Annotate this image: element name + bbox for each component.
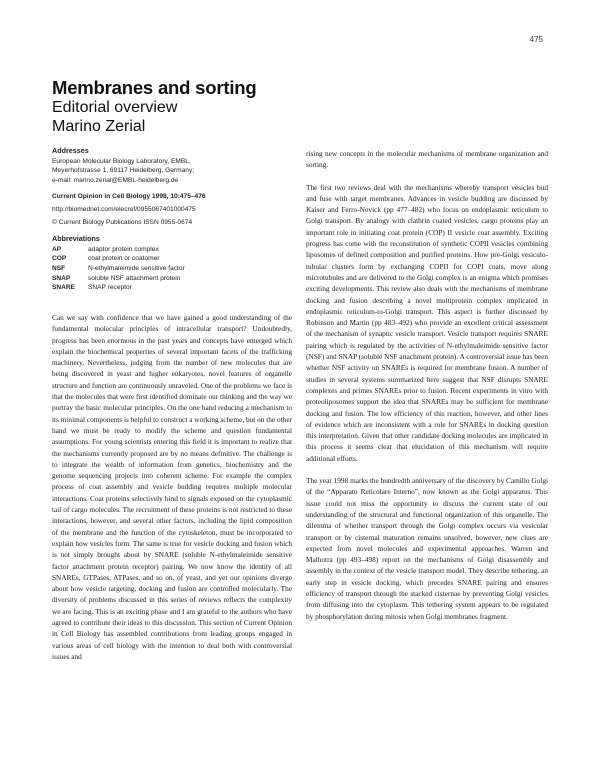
abbreviation-value: N-ethylmaleimide sensitive factor — [88, 264, 185, 272]
left-column-body — [52, 312, 292, 662]
abbreviation-value: adaptor protein complex — [88, 245, 159, 253]
email-line: e-mail: marino.zerial@EMBL-heidelberg.de — [52, 176, 179, 184]
abbreviation-value: SNAP receptor — [88, 284, 132, 292]
abbreviations-heading: Abbreviations — [52, 234, 100, 244]
article-url[interactable]: http://biomednet.com/elecref/0955067401000475 — [52, 205, 196, 213]
address-line: Meyerhofstrasse 1, 69117 Heidelberg, Germany; — [52, 167, 195, 175]
abbreviation-row — [52, 274, 292, 284]
addresses-heading: Addresses — [52, 146, 89, 155]
abbreviation-key: COP — [52, 255, 67, 263]
right-column-body — [306, 148, 548, 622]
page-number: 475 — [529, 35, 543, 44]
article-metadata — [52, 146, 292, 293]
abbreviation-key: SNAP — [52, 274, 71, 282]
abbreviation-key: SNARE — [52, 284, 76, 292]
abbreviation-row — [52, 245, 292, 255]
article-title: Membranes and sorting — [52, 77, 257, 98]
body-paragraph: rising new concepts in the molecular mechanisms of membrane organization and sorting. — [306, 149, 548, 170]
body-paragraph: The year 1998 marks the hundredth anniversary of the discovery by Camillo Golgi of the “Apparato Reticolare Interno”, now known as the Golgi apparatus. This issue could not miss the opportunity to discuss the current state of our understanding of the structural and functional organization of this organelle. The dilemma of whether transport through the Golgi complex occurs via vesicular transport or by cisternal maturation remains unsolved, however, new clues are expected from novel molecules and experimental approaches. Warren and Malhotra (pp 493–498) report on the mechanisms of Golgi disassembly and assembly in the context of the vesicle transport model. They describe tethering, an early step in vesicle docking, which precedes SNARE pairing and ensures efficiency of transport through the stacked cisternae by preventing Golgi vesicles from diffusing into the cytoplasm. This tethering system appears to be regulated by phosphorylation during mitosis when Golgi membranes fragment. — [306, 476, 548, 621]
abbreviation-value: coat protein or coatomer — [88, 255, 160, 263]
author-name: Marino Zerial — [52, 118, 146, 135]
abbreviation-row — [52, 264, 292, 274]
abbreviation-key: AP — [52, 245, 62, 253]
article-subtitle: Editorial overview — [52, 99, 178, 116]
journal-citation: Current Opinion in Cell Biology 1998, 10:475–476 — [52, 193, 206, 201]
abbreviation-value: soluble NSF attachment protein — [88, 274, 181, 282]
body-paragraph: The first two reviews deal with the mechanisms whereby transport vesicles bud and fuse with target membranes. Advances in vesicle budding are discussed by Kaiser and Ferro-Novick (pp 477–482) who focus on endoplasmic reticulum to Golgi transport. By analogy with clathrin coated vesicles, cargo proteins play an important role in initiating coat protein (COP) II vesicle coat assembly. Exciting progress has come with the reconstitution of synthetic COPII vesicles combining liposomes of defined composition and purified proteins. How pre-Golgi vesiculo-tubular clusters form by exchanging COPII for COPI coats, move along microtubules and are delivered to the Golgi complex is an enigma which promises exciting developments. This review also deals with the mechanisms of membrane docking and fusion describing a novel multiprotein complex implicated in endoplasmic reticulum-to-Golgi transport. This aspect is further discussed by Robinson and Martin (pp 483–492) who provide an excellent critical assessment of the mechanism of synaptic vesicle transport. Vesicle transport requires SNARE pairing which is regulated by the activities of N-ethylmaleimide sensitive factor (NSF) and SNAP (soluble NSF attachment protein). A controversial issue has been whether NSF activity on SNAREs is required for membrane fusion. A number of studies in several systems summarized here suggest that NSF disrupts SNARE complexes and primes SNAREs prior to fusion. Recent experiments in vitro with proteoliposomes support the idea that SNAREs may be sufficient for membrane docking and fusion. The low efficiency of this reaction, however, and other lines of evidence which are inconsistent with a role for SNAREs in docking question this interpretation. Given that other candidate docking molecules are implicated in this process it seems clear that elucidation of this mechanism will require additional efforts. — [306, 182, 548, 463]
body-paragraph: Can we say with confidence that we have gained a good understanding of the fundamental molecular principles of intracellular transport? Undoubtedly, progress has been enormous in the past years and concepts have emerged which explain the biochemical properties of several important facets of the trafficking machinery. Nevertheless, judging from the number of new molecules that are being discovered in yeast and higher eukaryotes, novel features of organelle structure and function are continuously unraveled. One of the problems we face is that the molecules that were first identified dominate our thinking and the way we portray the basic molecular principles. On the one hand reducing a mechanism to its minimal components is helpful to construct a working scheme, but on the other hand we must be ready to modify the scheme and question fundamental assumptions. For young scientists entering this field it is important to realize that the mechanisms currently proposed are by no means definitive. The challenge is to integrate the wealth of information from genetics, biochemistry and the genome sequencing projects into coherent scheme. For example the complex process of coat assembly and vesicle budding requires multiple molecular interactions. Coat proteins selectively bind to signals exposed on the cytoplasmic tail of cargo molecules. The recruitment of these proteins is not restricted to these interactions, however, and several other factors, including the lipid composition of the membrane and the function of the cytoskeleton, must be incorporated to explain how vesicles form. The same is true for vesicle docking and fusion which is not simply brought about by SNARE (soluble N-ethylmaleimide sensitive factor attachment protein receptor) pairing. We now know the identity of all SNAREs, GTPases, ATPases, and so on, of yeast, and yet our opinions diverge about how vesicle targeting, docking and fusion are controlled molecularly. The diversity of problems discussed in this series of reviews reflects the complexity we are facing. This is an exciting phase and I am grateful to the authors who have agreed to contribute their ideas to this discussion. This section of Current Opinion in Cell Biology has assembled contributions from leading groups engaged in various areas of cell biology with the intention to deal both with controversial issues and — [52, 313, 292, 661]
abbreviation-row — [52, 283, 292, 293]
abbreviation-row — [52, 254, 292, 264]
abbreviation-key: NSF — [52, 264, 66, 272]
copyright-line: © Current Biology Publications ISSN 0955-0674 — [52, 218, 193, 226]
address-line: European Molecular Biology Laboratory, EMBL, — [52, 157, 191, 165]
